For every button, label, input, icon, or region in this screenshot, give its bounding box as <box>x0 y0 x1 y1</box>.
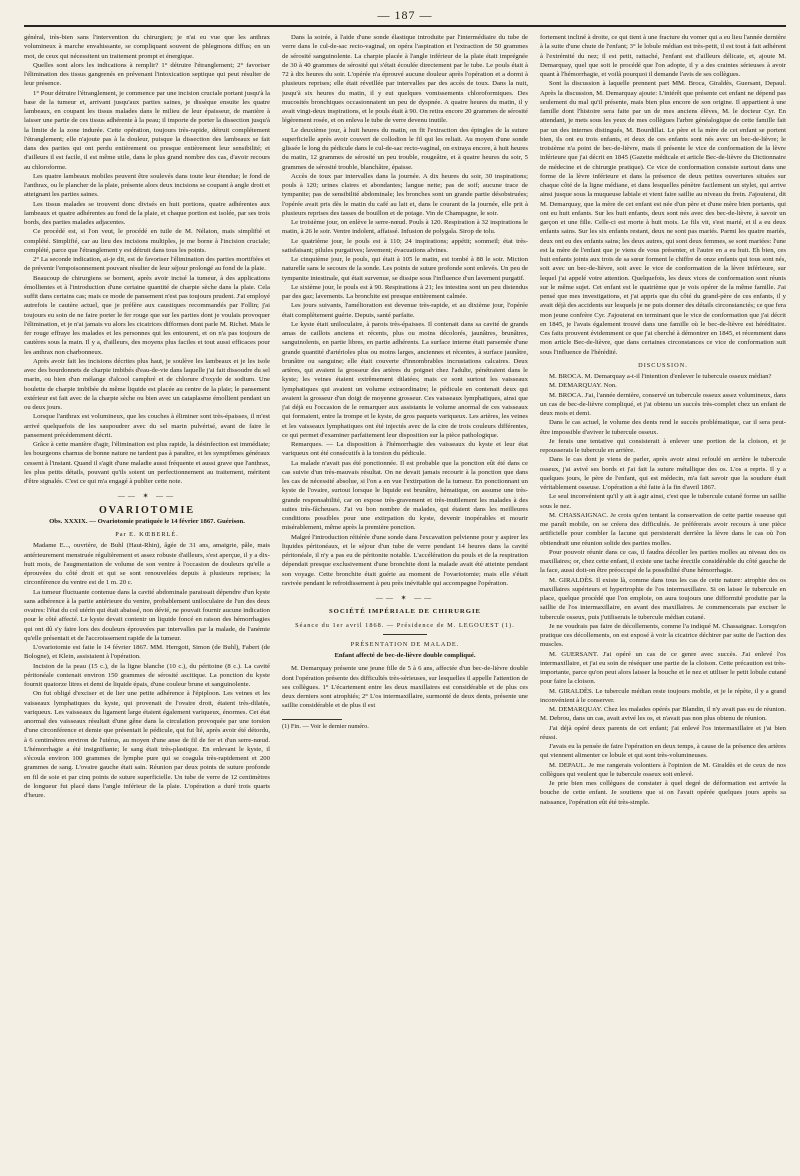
dialog-paragraph: Le seul inconvénient qu'il y ait à agir ainsi, c'est que le tubercule cutané forme un saillie sous le nez. <box>540 493 786 510</box>
column-3 <box>540 33 786 1163</box>
dialog-paragraph: Pour pouvoir réunir dans ce cas, il faudra décoller les parties molles au niveau des os maxillaires; or, chez cette enfant, il existe une tache érectile considérable du côté gauche de la face, aussi doit-on être préoccupé de la possibilité d'une hémorrhagie. <box>540 548 786 575</box>
paragraph: Remarques. — La disposition à l'hémorrhagie des vaisseaux du kyste et leur état variqueux ont été consécutifs à la torsion du pédicule. <box>282 441 528 458</box>
discussion-heading: DISCUSSION. <box>638 361 688 369</box>
paragraph: Ce procédé est, si l'on veut, le procédé en tuile de M. Nélaton, mais simplifié et complété. Simplifié, car au lieu des incisions multiples, je me borne à l'incision cruciale; complété, parce que l'étranglement y est détruit dans tous les points. <box>24 228 270 254</box>
paragraph: Quelles sont alors les indications à remplir? 1° détruire l'étranglement; 2° favoriser l'élimination des tissus gangrenés en prévenant l'intoxication septique qui peut résulter de leur présence. <box>24 61 270 88</box>
paragraph: Le kyste était uniloculaire, à parois très-épaisses. Il contenait dans sa cavité de grands amas de caillots anciens et récents, plus ou moins décolorés, jaunâtres, brunâtres, sanguinolents, en partie libres, en partie adhérents. La surface interne était parsemée d'une grande quantité d'artérioles plus ou moins larges, anciennes et récentes, à surface jaunâtre, brunâtre ou sanguine; elle était couverte d'innombrables incrustations calcaires. Deux artères, qui avaient la grosseur des artères du poignet chez l'adulte, pénétraient dans le kyste; les veines étaient extrêmement dilatées; mais ce sont surtout les vaisseaux lymphatiques qui avaient un volume extraordinaire; le pédicule en contenait deux qui avaient la grosseur d'un doigt de moyenne grosseur. Ces vaisseaux lymphatiques, ainsi que j'ai déjà eu l'occasion de le remarquer aux assistants le volume anormal de ces vaisseaux qui formaient, entre la trompe et le kyste, de gros paquets variqueux. Les artères, les veines et les vaisseaux lymphatiques ont été injectés avec de la cire de trois couleurs différentes, ce qui permet d'examiner parfaitement leur disposition sur la pièce pathologique. <box>282 320 528 439</box>
paragraph: La tumeur fluctuante contenue dans la cavité abdominale paraissait dépendre d'un kyste sans adhérence à la partie antérieure du ventre, probablement uniloculaire de l'un des deux ovaires: l'état du col utérin qui était abaissé, non dévié, ne pouvait fournir aucune indication pour le côté affecté. Le kyste devait contenir un liquide foncé en raison des hémorrhagies qui ont dû s'y faire lors des douleurs éprouvées par intervalles par la malade, de l'anémie qu'elle présentait et de l'accroissement rapide de la tumeur. <box>24 588 270 642</box>
paragraph: général, très-bien sans l'intervention du chirurgien; je n'ai eu vue que les anthrax volumineux à marche envahissante, se compliquant souvent de phlegmons diffus; en un mot, de ceux qui nécessitent un traitement prompt et énergique. <box>24 34 270 60</box>
dialog-paragraph: J'avais eu la pensée de faire l'opération en deux temps, à cause de la présence des artères qui viennent alimenter ce lobule et qui sont très-volumineuses. <box>540 743 786 760</box>
paragraph: On fut obligé d'exciser et de lier une petite adhérence à l'épiploon. Les veines et les vaisseaux lymphatiques du kyste, qui provenait de l'ovaire droit, étaient très-dilatés, variqueux. Les vaisseaux du ligament large étaient également variqueux, énormes. Cet état anormal des vaisseaux résultait d'une gêne dans la circulation provoquée par une torsion d'une circonférence et demie que présentait le pédicule, qui fut lié, après avoir été détordu, à 6 centimètres environ de l'utérus, au moyen d'une anse de fil de fer et d'un serre-nœud. L'hémorrhagie a été insignifiante; le sang était très-plastique. En enlevant le kyste, il s'écoula environ 100 grammes de lymphe pure qui se coagula très-rapidement et 200 grammes de sang. L'ovaire gauche était sain. Réunion par deux points de suture profonde en fil de soie et par cinq points de suture superficielle. Un tube de verre de 12 centimètres de longueur fut placé dans l'angle inférieur de la plaie. L'opération a duré trois quarts d'heure. <box>24 690 270 799</box>
paragraph: Le cinquième jour, le pouls, qui était à 105 le matin, est tombé à 88 le soir. Miction naturelle sans le secours de la sonde. Les points de suture profonde sont enlevés. Un peu de tympanite intestinale, qui était survenue, se dissipe sous l'influence d'un lavement purgatif. <box>282 256 528 282</box>
society-title: SOCIÉTÉ IMPÉRIALE DE CHIRURGIE <box>328 608 482 616</box>
dialog-paragraph: M. DEMARQUAY. Chez les malades opérés par Blandin, il n'y avait pas eu de réunion. M. Debrou, dans un cas, avait avivé les os, et n'avait pas non plus obtenu de réunion. <box>540 706 786 723</box>
dialog-paragraph: Je prie bien mes collègues de constater à quel degré de déformation est arrivée la bouche de cette enfant. Je soutiens que si on l'avait opérée quelques jours après sa naissance, l'opération eût été très-simple. <box>540 780 786 806</box>
paragraph: Après avoir fait les incisions décrites plus haut, je soulève les lambeaux et je les isole avec des bourdonnets de charpie imbibés d'eau-de-vie dans laquelle j'ai fait dissoudre du sel marin, ou bien d'un mélange d'alcool camphré et de chlorure d'oxyde de sodium. Une boulette de charpie imbibée du même liquide est placée au centre de la plaie; le pansement extérieur est fait avec de la charpie sèche ou bien avec un cataplasme émollient pendant un ou deux jours. <box>24 357 270 411</box>
paragraph: Beaucoup de chirurgiens se bornent, après avoir incisé la tumeur, à des applications émollientes et à l'introduction d'une certaine quantité de charpie sèche dans la plaie. Cela suffit dans certains cas; mais ce mode de pansement n'est pas toujours prudent. J'ai employé autrefois le cautère actuel, que je préfère aux caustiques recommandés par Follin; j'ai toujours eu soin de ne faire porter le fer rouge que sur les parties dont je voulais provoquer l'élimination, et je n'ai jamais vu alors les cicatrices difformes dont parle M. Richet. Mais le fer rouge effraye les malades et les personnes qui les entourent, et on n'a pas toujours de cautères sous la main. Il y a, d'ailleurs, des moyens plus faciles et tout aussi efficaces pour les anthrax non charbonneux. <box>24 274 270 356</box>
section-title: OVARIOTOMIE <box>98 504 196 516</box>
paragraph: Madame E..., ouvrière, de Buhl (Haut-Rhin), âgée de 31 ans, amaigrie, pâle, mais antérieurement menstruée régulièrement et assez robuste d'ailleurs, s'est aperçue, il y a dix-huit mois, de l'augmentation de volume de son ventre à l'occasion de douleurs qu'elle a éprouvées du côté droit et qui se sont renouvelées depuis à plusieurs reprises; la circonférence du ventre est de 1 m. 20 c. <box>24 542 270 587</box>
observation-title: Obs. XXXIX. — Ovariotomie pratiquée le 14 février 1867. Guérison. <box>49 517 245 525</box>
paragraph: Grâce à cette manière d'agir, l'élimination est plus rapide, la désinfection est immédiate; les bourgeons charnus de bonne nature ne tardent pas à paraître, et les symptômes généraux cessent à l'instant. Quand il s'agit d'une maladie aussi fréquente et aussi grave que l'anthrax, les plus petits détails, pouvant qu'ils soient un perfectionnement au traitement, méritent d'être signalés. C'est ce qui m'a engagé à publier cette note. <box>24 441 270 485</box>
case-title: Enfant affecté de bec-de-lièvre double compliqué. <box>334 652 476 659</box>
paragraph: 2° La seconde indication, ai-je dit, est de favoriser l'élimination des parties mortifiées et de prévenir l'empoisonnement pouvant résulter de leur séjour prolongé au fond de la plaie. <box>24 256 270 273</box>
columns <box>24 33 786 1163</box>
paragraph: Le quatrième jour, le pouls est à 110; 24 inspirations; appétit; sommeil; état très-satisfaisant; pilules purgatives; lavement; évacuations alvines. <box>282 237 528 254</box>
paragraph: Sont la discussion à laquelle prennent part MM. Broca, Giraldès, Guersant, Depaul. Après la discussion, M. Demarquay ajoute: L'intérêt que présente cet enfant ne dépend pas seulement du mal qu'il présente, mais bien plus encore de son origine. Il appartient à une famille dont l'histoire sera faite par un de mes anciens élèves, M. le docteur Cyr. En attendant, je mets sous les yeux de mes collègues l'arbre généalogique de cette famille fait par un des internes distingués, M. Bourdillat. Le père et la mère de cet enfant se portent bien, ils ont eu trois enfants, et deux de ces enfants sont nés avec un bec-de-lièvre; le troisième n'a point de bec-de-lièvre, mais il présente le vice de conformation de la lèvre inférieure que j'ai décrit en 1845 (Gazette médicale et article Bec-de-lièvre du Dictionnaire de médecine et de chirurgie pratique). Ce vice de conformation consiste surtout dans une forme de la lèvre inférieure et dans la présence de deux petites ouvertures situées sur chaque côté de la ligne médiane, et dans lesquelles pénètre facilement un stylet, qui arrive ainsi jusque sous la muqueuse labiale et vient faire saillie au niveau du frein. J'ajouterai, dit M. Demarquay, que la mère de cet enfant est née d'un père et d'une mère bien portants, qui ont eu huit enfants. Sur les huit enfants, deux sont nés avec des bec-de-lièvre, à savoir un garçon et une fille. Celle-ci est morte à huit mois. Le fils vit, s'est marié, et il a eu deux enfants sains. Sur les six enfants restant, deux ne sont pas mariés. Parmi les quatre mariés, deux ont eu des enfants sains; les deux autres, qui sont deux femmes, se sont mariées: l'une est la mère de l'enfant que je viens de vous présenter, et l'autre en a eu huit. Eh bien, ces huit enfants joints aux trois de sa sœur forment le chiffre de onze enfants qui tous sont nés, soit avec un bec-de-lièvre, soit avec le vice de conformation de la lèvre inférieure, sur lequel j'ai appelé votre attention. Quelquefois, les deux vices de conformation sont réunis sur le même sujet. Cet enfant est le quatrième que je vois opérer de la même famille. J'ai pensé que mes investigations, et j'ai appris que du côté du grand-père de ces enfants, il y avait déjà des accidents sur lesquels je ne puis donner des détails circonstanciés; ce que fera mon jeune confrère Cyr. J'ajouterai en terminant que le vice de conformation que j'ai décrit en 1845, je l'avais également trouvé dans une famille où le bec-de-lièvre est héréditaire. Ces faits prouvent évidemment ce que j'ai cherché à démontrer en 1845, et récemment dans mon article Bec-de-lièvre, que dans certaines circonstances ce vice de conformation suit sous l'influence de l'hérédité. <box>540 80 786 356</box>
column-2 <box>282 33 528 1163</box>
column-1 <box>24 33 270 1163</box>
paragraph: Le deuxième jour, à huit heures du matin, on fit l'extraction des épingles de la suture superficielle après avoir couvert de collodion le fil qui les reliait. Au moyen d'une sonde glissée le long du pédicule dans le cul-de-sac recto-vaginal, on extraya encore, à huit heures du matin, 12 grammes de sérosité un peu trouble, rougeâtre, et à quatre heures du soir, 5 grammes de sérosité trouble, blanchâtre, épaisse. <box>282 126 528 171</box>
dialog-paragraph: M. BROCA. M. Demarquay a-t-il l'intention d'enlever le tubercule osseux médian? <box>549 373 772 380</box>
session-line: Séance du 1er avril 1868. — Présidence de M. LEGOUEST (1). <box>295 621 515 629</box>
dialog-paragraph: M. GIRALDÈS. Il existe là, comme dans tous les cas de cette nature: atrophie des os maxillaires supérieurs et hypertrophie de l'os intermaxillaire. Si on laisse le tubercule en place, quelque procédé que l'on emploie, on aura toujours une difformité produite par la saillie de l'os intermaxillaire, en avant des maxillaires. Je commencerais par exciser le tubercule osseux, puis j'utiliserais le tubercule médian cutané. <box>540 576 786 621</box>
paragraph: L'ovariotomie est faite le 14 février 1867. MM. Herrgott, Simon (de Buhl), Fabert (de Bologne), et Klein, assistaient à l'opération. <box>24 644 270 661</box>
dialog-paragraph: M. GUERSANT. J'ai opéré un cas de ce genre avec succès. J'ai enlevé l'os intermaxillaire, et j'ai eu soin de réséquer une partie de la cloison. Cette précaution est très-importante, parce qu'on peut alors laisser la bouche et le nez et utiliser le petit lobule cutané pour faire la cloison. <box>540 650 786 686</box>
paragraph: La malade n'avait pas été ponctionnée. Il est probable que la ponction eût été dans ce cas suivie d'un très-mauvais résultat. On ne devait jamais recourir à la ponction que dans les cas de nécessité absolue, si l'on a en vue l'extirpation de la tumeur. En ponctionnant un kyste de l'ovaire, surtout lorsque le liquide est brunâtre, hématique, on assume une très-grande responsabilité, car on expose très-gravement et très-inutilement les malades à des suites très-fâcheuses. J'ai vu bon nombre de malades, qui étaient dans les meilleures conditions possibles pour une extirpation du kyste, devenir inopérables et mourir misérablement, même après la première ponction. <box>282 459 528 532</box>
byline: Par E. KŒBERLÉ. <box>115 531 179 538</box>
dialog-paragraph: Je ne voudrais pas faire de décollements, comme l'a indiqué M. Chassaignac. Lorsqu'on pratique ces décollements, on est exposé à voir la cicatrice déchirer par suite de l'action des muscles. <box>540 622 786 649</box>
ornament-divider: —— ✶ —— <box>117 492 177 501</box>
dialog-paragraph: Dans le cas dont je viens de parler, après avoir ainsi refoulé en arrière le tubercule osseux, j'ai avivé ses bords et j'ai fait la suture métallique des os. L'os a repris. Il y a quelques jours, le père de l'enfant, qui est médecin, m'a fait savoir que la soudure était véritablement osseuse. L'opération a été faite à la fin d'avril 1867. <box>540 456 786 491</box>
paragraph: Le sixième jour, le pouls est à 90. Respirations à 21; les intestins sont un peu distendus par des gaz; lavements. La bronchite est presque entièrement calmée. <box>282 283 528 300</box>
dialog-paragraph: M. BROCA. J'ai, l'année dernière, conservé un tubercule osseux assez volumineux, dans un cas de bec-de-lièvre compliqué, et j'ai obtenu un succès très-complet chez un enfant de deux mois et demi. <box>540 391 786 417</box>
paragraph: Lorsque l'anthrax est volumineux, que les couches à éliminer sont très-épaisses, il m'est arrivé quelquefois de les saupoudrer avec du sel marin pulvérisé, avant de faire le pansement précédemment décrit. <box>24 413 270 439</box>
ornament-divider: —— ✶ —— <box>375 594 435 602</box>
footnote: (1) Fin. — Voir le dernier numéro. <box>282 722 369 730</box>
dialog-paragraph: M. GIRALDÈS. Le tubercule médian reste toujours mobile, et je le répète, il y a grand inconvénient à le conserver. <box>540 687 786 704</box>
paragraph: Les jours suivants, l'amélioration est devenue très-rapide, et au dixième jour, l'opérée était complètement guérie. Depuis, santé parfaite. <box>282 302 528 319</box>
paragraph: Les tissus malades se trouvent donc divisés en huit portions, quatre adhérentes aux lambeaux et quatre adhérentes au fond de la plaie, et chaque portion est isolée, par ses trois bords, des parties malades adjacentes. <box>24 200 270 226</box>
footnote-rule <box>282 719 342 720</box>
page-number: — 187 — <box>377 8 433 22</box>
dialog-paragraph: J'ai déjà opéré deux parents de cet enfant; j'ai enlevé l'os intermaxillaire et j'ai bien réussi. <box>540 724 786 741</box>
dialog-paragraph: Je ferais une tentative qui consisterait à enlever une portion de la cloison, et je repousserais le tubercule en arrière. <box>540 437 786 454</box>
paragraph: Le troisième jour, on enlève le serre-nœud. Pouls à 120. Respiration à 32 inspirations le matin, à 26 le soir. Ventre indolent, affaissé. Infusion de polygala. Sirop de tolu. <box>282 219 528 236</box>
paragraph: fortement incliné à droite, ce qui tient à une fracture du vomer qui a eu lieu l'année dernière à la suite d'une chute de l'enfant; 3° le lobule médian est très-petit, il est tout à fait adhérent à l'extrémité du nez; il est petit, rattaché, l'enfant est d'ailleurs délicate, et, ajoute M. Demarquay, quel que soit le procédé que l'on adopte, il y a des craintes sérieuses à avoir quant à l'hémorrhagie, et voilà pourquoi il demande l'avis de ses collègues. <box>540 34 786 78</box>
header-rule <box>24 25 786 27</box>
dialog-paragraph: Dans le cas actuel, le volume des dents rend le succès problématique, car il sera peut-être impossible d'aviver le tubercule osseux. <box>540 419 786 436</box>
paragraph: Incision de la peau (15 c.), de la ligne blanche (10 c.), du péritoine (8 c.). La cavité péritonéale contenait environ 150 grammes de sérosité ascitique. La ponction du kyste fournit quatorze litres et demi de liquide épais, d'une couleur brune et sanguinolente. <box>24 662 270 688</box>
paragraph: Les quatre lambeaux mobiles peuvent être soulevés dans toute leur étendue; le fond de l'anthrax, ou le plancher de la plaie, présente alors deux incisions se coupant à angle droit et atteignant les parties saines. <box>24 172 270 199</box>
paragraph: Dans la soirée, à l'aide d'une sonde élastique introduite par l'intermédiaire du tube de verre dans le cul-de-sac recto-vaginal, on opéra l'aspiration et l'extraction de 50 grammes de sérosité sanguinolente. La charpie placée à l'angle inférieur de la plaie était imprégnée de 30 à 40 grammes de sérosité qui s'était écoulée directement par le tube. Le pouls était à 72 à dix heures du soir. L'opérée n'a éprouvé aucune douleur après l'opération et a dormi à plusieurs reprises; elle était réveillée par intervalles par des accès de toux. Dans la nuit, jusqu'à six heures du matin, il y eut quelques vomissements chloroformiques. Des mucosités bronchiques occasionnaient un peu de dyspnée. A quatre heures du matin, il y avait vingt-deux inspirations, et le pouls était à 90. On retira encore 20 grammes de sérosité légèrement rosée, et on enleva le tube de verre devenu inutile. <box>282 34 528 125</box>
paragraph: 1° Pour détruire l'étranglement, je commence par une incision cruciale portant jusqu'à la base de la tumeur et, arrivant jusqu'aux parties saines, je dissèque ensuite les quatre lambeaux, en coupant les tissus malades dans le milieu de leur épaisseur, de manière à laisser une partie de ces tissus adhérente à la peau; il importe de porter la dissection jusqu'à la limite de la zone indurée. Cette opération, toujours très-rapide, détruit complétement l'étranglement; elle n'ajoute pas à la douleur, puisque la dissection des lambeaux se fait dans des parties qui ont perdu entièrement ou presque entièrement leur sensibilité; et d'ailleurs il est facile, il est même utile, dans le plus grand nombre des cas, d'avoir recours au chloroforme. <box>24 89 270 171</box>
dialog-paragraph: M. DEMARQUAY. Non. <box>549 382 617 390</box>
paragraph: M. Demarquay présente une jeune fille de 5 à 6 ans, affectée d'un bec-de-lièvre double dont l'opération présente des difficultés très-sérieuses, sur lesquelles il appelle l'attention de ses collègues. 1° L'écartement entre les deux maxillaires est considérable et de plus ces deux derniers sont atrophiés; 2° L'os intermaxillaire, surmonté de deux dents, présente une saillie considérable et de plus il est <box>282 665 528 710</box>
dialog-paragraph: M. CHASSAIGNAC. Je crois qu'en tentant la conservation de cette partie osseuse qui me paraît mobile, on se créera des difficultés. Je préférerais avoir recours à une pièce artificielle pour combler la lacune qui persisterait derrière la lèvre dans le cas où l'on obtiendrait une réunion solide des parties molles. <box>540 511 786 547</box>
presentation-heading: PRÉSENTATION DE MALADE. <box>350 640 460 648</box>
paragraph: Malgré l'introduction réitérée d'une sonde dans l'excavation pelvienne pour y aspirer les liquides péritonéaux, et le séjour d'un tube de verre pendant 14 heures dans la cavité péritonéale, il n'y a pas eu de péritonite notable. L'accélération du pouls et de la respiration dépendait presque exclusivement d'une bronchite dont la malade avait été atteinte pendant son voyage. Cette bronchite était guérie au moment de l'ovariotomie; mais elle s'était ravivée pendant le refroidissement à peu près inévitable qui accompagne l'opération. <box>282 533 528 587</box>
paragraph: Accès de toux par intervalles dans la journée. A dix heures du soir, 30 inspirations; pouls à 120; urines claires et abondantes; langue nette; pas de soif; aucune trace de tympanite; pas de sensibilité abdominale; les bronches sont un grande partie désobstruées; l'opérée avait pris dès le matin du café au lait et, dans le courant de la journée, elle prit à plusieurs reprises des tasses de bouillon et de potage. Vin de Champagne, le soir. <box>282 172 528 217</box>
short-rule <box>383 634 427 635</box>
dialog-paragraph: M. DEPAUL. Je me rangerais volontiers à l'opinion de M. Giraldès et de ceux de nos collègues qui veulent que le tubercule osseux soit enlevé. <box>540 761 786 778</box>
